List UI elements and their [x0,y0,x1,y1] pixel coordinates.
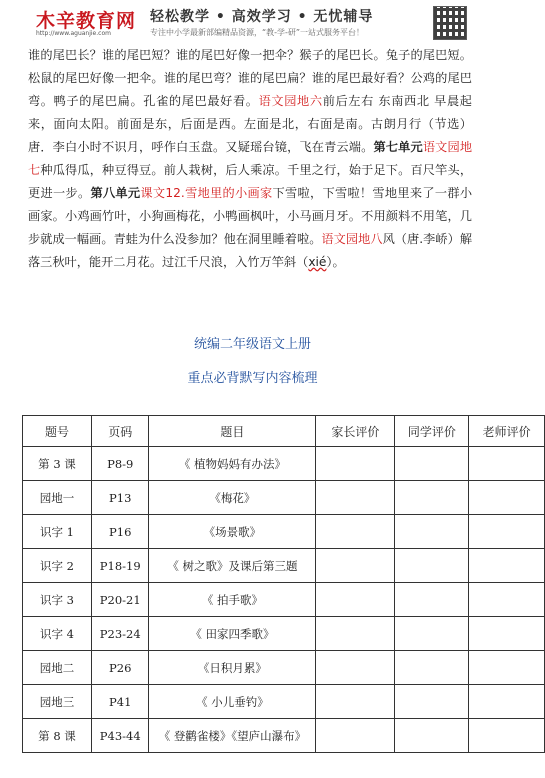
col-header-teacher-eval: 老师评价 [469,416,545,447]
cell-page: P18-19 [92,549,149,583]
text-run: 前后左右 东南西北 早晨起来，面向太阳。前面是东，后面是西。左面是北，右面是南。古朗月行（节选）唐．李白小时不识月，呼作白玉盘。又疑瑶台镜，飞在青云端。 [28,94,472,154]
text-run: 风（唐.李峤）解落三秋叶，能开二月花。过江千尺浪，入竹万竿斜（ [28,232,473,269]
doc-heading: 重点必背默写内容梳理 [187,371,318,386]
cell-parent-eval[interactable] [316,549,395,583]
cell-title: 《梅花》 [149,481,316,515]
cell-page: P43-44 [92,719,149,753]
table-row [23,515,545,549]
cell-teacher-eval[interactable] [469,481,545,515]
cell-title: 《 拍手歌》 [149,583,316,617]
cell-number: 识字 3 [23,583,92,617]
cell-peer-eval[interactable] [395,549,469,583]
cell-number: 第 8 课 [23,719,92,753]
cell-parent-eval[interactable] [316,515,395,549]
cell-title: 《场景歌》 [149,515,316,549]
cell-teacher-eval[interactable] [469,549,545,583]
cell-number: 园地一 [23,481,92,515]
text-run: 种瓜得瓜，种豆得豆。前人栽树，后人乘凉。千里之行，始于足下。百尺竿头，更进一步。 [28,163,473,200]
table-row [23,719,545,753]
unit-label: 第七单元 [373,140,423,154]
table-row [23,549,545,583]
cell-peer-eval[interactable] [395,617,469,651]
highlight-text: 语文园地八 [321,232,383,246]
cell-title: 《 树之歌》及课后第三题 [149,549,316,583]
cell-title: 《 小儿垂钓》 [149,685,316,719]
cell-teacher-eval[interactable] [469,447,545,481]
cell-parent-eval[interactable] [316,651,395,685]
cell-page: P16 [92,515,149,549]
cell-parent-eval[interactable] [316,481,395,515]
site-logo: 木辛教育网 [36,10,137,32]
header-subline: 专注中小学最新部编精品资源，“教-学-研”一站式服务平台！ [150,28,365,37]
col-header-peer-eval: 同学评价 [395,416,469,447]
cell-page: P20-21 [92,583,149,617]
cell-number: 识字 2 [23,549,92,583]
text-run: 谁的尾巴长？谁的尾巴短？谁的尾巴好像一把伞？猴子的尾巴长。兔子的尾巴短。松鼠的尾巴好像一把伞。谁的尾巴弯？谁的尾巴扁？谁的尾巴最好看？公鸡的尾巴弯。鸭子的尾巴扁。孔雀的尾巴最好看。 [28,48,472,108]
col-header-title: 题目 [149,416,316,447]
col-header-parent-eval: 家长评价 [316,416,395,447]
cell-number: 识字 1 [23,515,92,549]
table-row [23,481,545,515]
cell-number: 园地二 [23,651,92,685]
cell-peer-eval[interactable] [395,583,469,617]
cell-title: 《 登鹳雀楼》《望庐山瀑布》 [149,719,316,753]
cell-parent-eval[interactable] [316,685,395,719]
table-row [23,651,545,685]
cell-title: 《日积月累》 [149,651,316,685]
cell-teacher-eval[interactable] [469,583,545,617]
cell-peer-eval[interactable] [395,447,469,481]
table-row [23,583,545,617]
cell-page: P8-9 [92,447,149,481]
cell-number: 识字 4 [23,617,92,651]
cell-peer-eval[interactable] [395,719,469,753]
cell-peer-eval[interactable] [395,515,469,549]
cell-teacher-eval[interactable] [469,617,545,651]
cell-page: P23-24 [92,617,149,651]
highlight-text: 语文园地六 [258,94,323,108]
table-row [23,617,545,651]
col-header-number: 题号 [23,416,92,447]
cell-page: P26 [92,651,149,685]
header-slogan: 轻松教学 • 高效学习 • 无忧辅导 [150,9,374,25]
cell-parent-eval[interactable] [316,617,395,651]
body-paragraph [28,44,472,274]
table-row [23,447,545,481]
cell-peer-eval[interactable] [395,685,469,719]
cell-teacher-eval[interactable] [469,685,545,719]
cell-teacher-eval[interactable] [469,651,545,685]
table-header-row [23,416,545,447]
doc-subtitle: 统编二年级语文上册 [193,337,311,352]
site-url: http://www.aguanjie.com [36,30,111,37]
qr-code-icon [433,6,467,40]
cell-title: 《 田家四季歌》 [149,617,316,651]
cell-title: 《 植物妈妈有办法》 [149,447,316,481]
cell-parent-eval[interactable] [316,583,395,617]
highlight-text: 语文园地七 [28,140,473,177]
highlight-text: 课文12.雪地里的小画家 [140,186,273,200]
cell-peer-eval[interactable] [395,481,469,515]
cell-teacher-eval[interactable] [469,515,545,549]
cell-page: P41 [92,685,149,719]
table-row [23,685,545,719]
recitation-table [22,415,545,753]
text-run: 下雪啦，下雪啦！雪地里来了一群小画家。小鸡画竹叶，小狗画梅花，小鸭画枫叶，小马画月牙。不用颜料不用笔，几步就成一幅画。青蛙为什么没参加？他在洞里睡着啦。 [28,186,473,246]
cell-number: 第 3 课 [23,447,92,481]
cell-parent-eval[interactable] [316,719,395,753]
col-header-page: 页码 [92,416,149,447]
text-run: ）。 [326,255,345,269]
cell-teacher-eval[interactable] [469,719,545,753]
cell-parent-eval[interactable] [316,447,395,481]
cell-peer-eval[interactable] [395,651,469,685]
cell-number: 园地三 [23,685,92,719]
text-run: xié [308,255,327,269]
page-header [0,0,545,44]
unit-label: 第八单元 [90,186,141,200]
cell-page: P13 [92,481,149,515]
